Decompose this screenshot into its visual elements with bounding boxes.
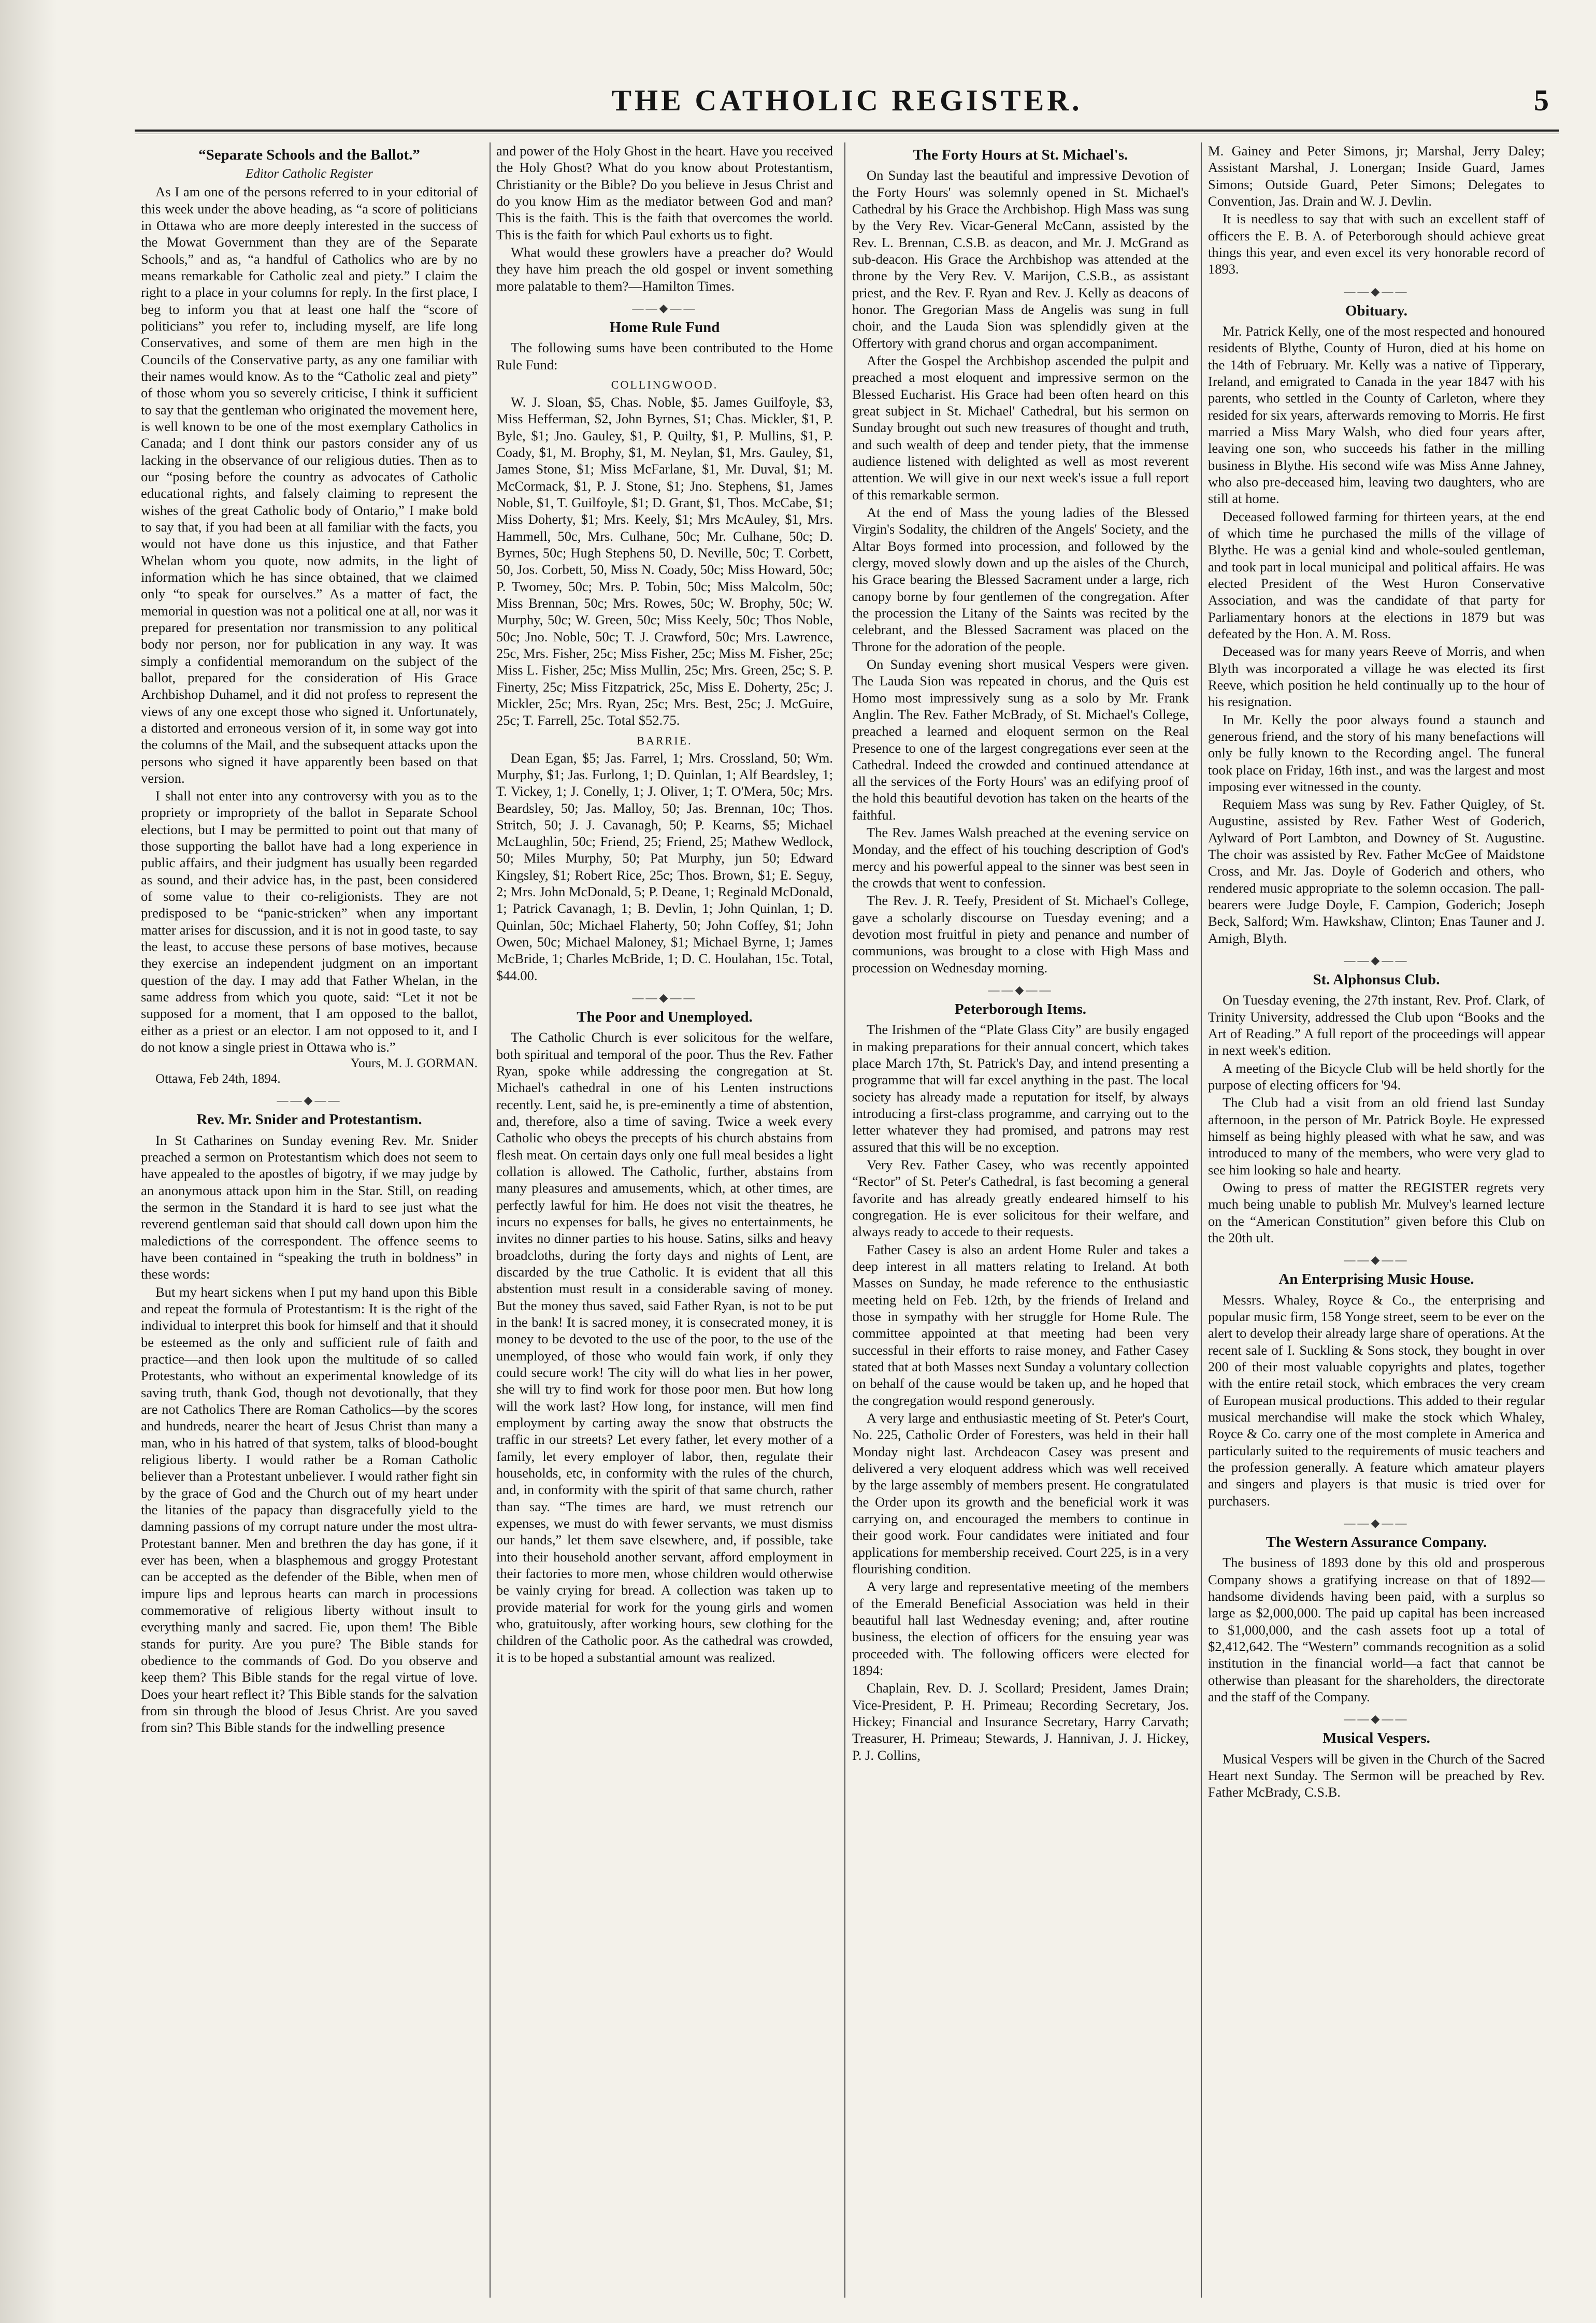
section-divider: ——◆—— [1344,1253,1409,1267]
article-paragraph: But my heart sickens when I put my hand upon this Bible and repeat the formula of Protestantism: It is the right of the individual to interpret this book for himself and that it should be esteemed as the only and sufficient rule of faith and practice—and then look upon the multitude of so called Protestants, who without an experimental knowledge of its saving truth, thank God, though not devotionally, that they are not Catholics There are Roman Catholics—by the scores and hundreds, nearer the heart of Jesus Christ than many a man, who in his hatred of that system, talks of blood-bought religious liberty. I would rather be a Roman Catholic believer than a Protestant unbeliever. I would rather fight sin by the grace of God and the Church out of my heart under the litanies of the papacy than disgracefully yield to the damning passions of my corrupt nature under the most ultra-Protestant banner. Men and brethren the day has gone, if it ever has been, when a blasphemous and groggy Protestant can be accepted as the defender of the Bible, when men of impure lips and leprous hearts can march in processions commemorative of religious liberty without insult to everything manly and sacred. Fie, upon them! The Bible stands for purity. Are you pure? The Bible stands for obedience to the commands of God. Do you observe and keep them? This Bible stands for the regal virtue of love. Does your heart reflect it? This Bible stands for the salvation from sin through the blood of Jesus Christ. Are you saved from sin? This Bible stands for the indwelling presence [141,1284,478,1736]
article-paragraph: In Mr. Kelly the poor always found a staunch and generous friend, and the story of his many benefactions will only be fully known to the Recording angel. The funeral took place on Friday, 16th inst., and was the largest and most imposing ever witnessed in the county. [1208,711,1545,794]
article-paragraph: Very Rev. Father Casey, who was recently appointed “Rector” of St. Peter's Cathedral, is fast becoming a general favorite and has already greatly endeared himself to his congregation. He is ever solicitous for their welfare, and always ready to accede to their requests. [852,1157,1189,1240]
contributor-list: Dean Egan, $5; Jas. Farrel, 1; Mrs. Crossland, 50; Wm. Murphy, $1; Jas. Furlong, 1; D. Quinlan, 1; Alf Beardsley, 1; T. Vickey, 1; J. Conelly, 1; J. Oliver, 1; T. O'Mera, 50c; Mrs. Beardsley, 50; Jas. Malloy, 50; Jas. Brennan, 10c; Thos. Stritch, 50; J. J. Cavanagh, 50; P. Kearns, $5; Michael McLaughlin, 50c; Friend, 25; Friend, 25; Mathew Wedlock, 50; Miles Murphy, 50; Pat Murphy, jun 50; Edward Kingsley, $1; Robert Rice, 25c; Thos. Brown, $1; E. Seguy, 2; Mrs. John McDonald, 5; P. Deane, 1; Reginald McDonald, 1; Patrick Cavanagh, 1; B. Devlin, 1; John Quinlan, 1; D. Quinlan, 50c; Michael Flaherty, 50; John Coffey, $1; John Owen, 50c; Michael Maloney, $1; Michael Byrne, 1; James McBride, 1; Charles McBride, 1; D. C. Houlahan, 15c. Total, $44.00. [496,750,833,983]
contributor-list: W. J. Sloan, $5, Chas. Noble, $5. James Guilfoyle, $3, Miss Hefferman, $2, John Byrnes, $1; Chas. Mickler, $1, P. Byle, $1; Jno. Gauley, $1, P. Quilty, $1, P. Mullins, $1, P. Coady, $1, M. Brophy, $1, M. Neylan, $1, Mrs. Gauley, $1, James Stone, $1; Miss McFarlane, $1, Mr. Duval, $1; M. McCormack, $1, P. J. Stone, $1; Jno. Stephens, $1, James Noble, $1, T. Guilfoyle, $1; D. Grant, $1, Thos. McCabe, $1; Miss Doherty, $1; Mrs. Keely, $1; Mrs McAuley, $1, Mrs. Hammell, 50c, Mrs. Culhane, 50c; Mr. Culhane, 50c; D. Byrnes, 50c; Hugh Stephens 50, D. Neville, 50c; T. Corbett, 50, Jos. Corbett, 50, Miss N. Coady, 50c; Miss Howard, 50c; P. Twomey, 50c; Mrs. P. Tobin, 50c; Miss Malcolm, 50c; Miss Brennan, 50c; Mrs. Rowes, 50c; W. Brophy, 50c; W. Murphy, 50c; W. Green, 50c; Miss Keely, 50c; Thos Noble, 50c; Jno. Noble, 50c; T. J. Crawford, 50c; Mrs. Lawrence, 25c, Mrs. Fisher, 25c; Miss Fisher, 25c; Miss M. Fisher, 25c; Miss L. Fisher, 25c; Miss Mullin, 25c; Mrs. Green, 25c; S. P. Finerty, 25c; Miss Fitzpatrick, 25c, Miss E. Doherty, 25c; J. Mickler, 25c; Mrs. Ryan, 25c; Mrs. Best, 25c; J. McGuire, 25c; T. Farrell, 25c. Total $52.75. [496,394,833,728]
article-paragraph: Mr. Patrick Kelly, one of the most respected and honoured residents of Blythe, County of Huron, died at his home on the 14th of February. Mr. Kelly was a native of Tipperary, Ireland, and emigrated to Canada in the year 1847 with his parents, who settled in the County of Carleton, where they resided for six years, afterwards removing to Morris. He first married a Miss Mary Walsh, who died four years after, leaving one son, who succeeds his father in the milling business in Blythe. His second wife was Miss Anne Jahney, who also pre-deceased him, leaving two daughters, who are still at home. [1208,323,1545,507]
column-2 [496,142,833,2298]
article-headline: Rev. Mr. Snider and Protestantism. [196,1111,422,1128]
article-music-house [1208,1271,1545,1509]
article-paragraph: At the end of Mass the young ladies of the Blessed Virgin's Sodality, the children of the Angels' Society, and the Altar Boys formed into procession, and followed by the clergy, moved slowly down and up the aisles of the Church, his Grace bearing the Blessed Sacrament under a large, rich canopy borne by four gentlemen of the congregation. After the procession the Litany of the Saints was recited by the celebrant, and the Blessed Sacrament was placed on the Throne for the adoration of the people. [852,504,1189,654]
article-paragraph: It is needless to say that with such an excellent staff of officers the E. B. A. of Peterborough should achieve great things this year, and even excel its very honorable record of 1893. [1208,211,1545,277]
article-paragraph: Requiem Mass was sung by Rev. Father Quigley, of St. Augustine, assisted by Rev. Father West of Goderich, Aylward of Port Lambton, and Downey of St. Augustine. The choir was assisted by Rev. Father McGee of Maidstone Cross, and Mr. Jas. Doyle of Goderich and others, who rendered music appropriate to the solemn occasion. The pall-bearers were Judge Doyle, F. Campion, Goderich; Joseph Beck, Salford; Wm. Hawkshaw, Clinton; Enas Tauner and J. Amigh, Blyth. [1208,796,1545,946]
article-headline: The Western Assurance Company. [1266,1533,1487,1551]
section-divider: ——◆—— [1344,954,1409,967]
column-rule [1201,142,1202,2298]
article-paragraph: A very large and enthusiastic meeting of St. Peter's Court, No. 225, Catholic Order of Foresters, was held in their hall Monday night last. Archdeacon Casey was present and delivered a very eloquent address which was well received by the large assembly of members present. He congratulated the Order upon its growth and the beneficial work it was carrying on, and encouraged the members to continue in their good work. Four candidates were initiated and four applications for membership received. Court 225, is in a very flourishing condition. [852,1410,1189,1576]
article-headline: “Separate Schools and the Ballot.” [198,147,420,163]
article-paragraph: A meeting of the Bicycle Club will be held shortly for the purpose of electing officers for '94. [1208,1060,1545,1093]
article-obituary [1208,303,1545,947]
article-paragraph: The business of 1893 done by this old and prosperous Company shows a gratifying increase on that of 1892—handsome dividends having been paid, with a surplus so large as $2,000,000. The paid up capital has been increased to $1,000,000, and the cash assets foot up a total of $2,412,642. The “Western” commands recognition as a solid institution in the financial world—a fact that cannot be otherwise than pleasant for the shareholders, the directorate and the staff of the Company. [1208,1555,1545,1704]
article-western-assurance [1208,1534,1545,1705]
section-divider: ——◆—— [1344,1516,1409,1529]
article-paragraph: Musical Vespers will be given in the Church of the Sacred Heart next Sunday. The Sermon will be preached by Rev. Father McBrady, C.S.B. [1208,1751,1545,1800]
article-paragraph: Father Casey is also an ardent Home Ruler and takes a deep interest in all matters relating to Ireland. At both Masses on Sunday, he made reference to the enthusiastic meeting held on Feb. 12th, by the friends of Ireland and those in sympathy with her struggle for Home Rule. The committee appointed at that meeting had been very successful in their efforts to raise money, and Father Casey stated that at both Masses next Sunday a voluntary collection on behalf of the cause would be taken up, and he hoped that the congregation would respond generously. [852,1241,1189,1408]
article-peterborough-items [852,1001,1189,1763]
article-paragraph: and power of the Holy Ghost in the heart. Have you received the Holy Ghost? What do you know about Protestantism, Christianity or the Bible? Do you believe in Jesus Christ and do you know Him as the mediator between God and man? This is the faith. This is the faith that overcomes the world. This is the faith for which Paul exhorts us to fight. [496,143,833,242]
article-rev-snider-continued [496,142,833,294]
article-musical-vespers [1208,1730,1545,1800]
section-divider: ——◆—— [988,983,1053,997]
article-dateline: Ottawa, Feb 24th, 1894. [155,1072,281,1086]
article-headline: St. Alphonsus Club. [1313,971,1440,988]
article-headline: Obituary. [1345,302,1408,319]
newspaper-title: THE CATHOLIC REGISTER. [611,83,1083,117]
article-poor-unemployed [496,1009,833,1666]
article-paragraph: M. Gainey and Peter Simons, jr; Marshal, Jerry Daley; Assistant Marshal, J. Lonergan; Inside Guard, James Simons; Outside Guard, Peter Simons; Delegates to Convention, Jas. Drain and W. J. Devlin. [1208,143,1545,209]
page-binding-edge [0,0,57,2323]
article-paragraph: Messrs. Whaley, Royce & Co., the enterprising and popular music firm, 158 Yonge street, seem to be ever on the alert to develop their already large share of operations. At the recent sale of I. Suckling & Sons stock, they bought in over 200 of their most valuable copyrights and plates, together with the entire retail stock, which embraces the very cream of European musical productions. This added to their regular musical merchandise will make the stock which Whaley, Royce & Co. carry one of the most complete in America and particularly suited to the requirements of music teachers and the profession generally. A feature which amateur players and singers and players is that music is tried over for purchasers. [1208,1292,1545,1509]
section-divider: ——◆—— [1344,284,1409,298]
article-peterborough-continued [1208,142,1545,278]
article-headline: An Enterprising Music House. [1278,1271,1474,1288]
article-st-alphonsus-club [1208,971,1545,1246]
article-headline: Musical Vespers. [1322,1730,1430,1747]
article-paragraph: On Sunday last the beautiful and impressive Devotion of the Forty Hours' was solemnly opened in St. Michael's Cathedral by his Grace the Archbishop. High Mass was sung by the Very Rev. Vicar-General McCann, assisted by the Rev. L. Brennan, C.S.B. as deacon, and Mr. J. McGrand as sub-deacon. His Grace the Archbishop was attended at the throne by the Very Rev. V. Marijon, C.S.B., as assistant priest, and the Rev. F. Ryan and Rev. J. Kelly as deacons of honor. The Gregorian Mass de Angelis was sung in full choir, and the Lauda Sion was splendidly given at the Offertory with grand chorus and organ accompaniment. [852,167,1189,351]
article-paragraph: After the Gospel the Archbishop ascended the pulpit and preached a most eloquent and impressive sermon on the Blessed Eucharist. His Grace had been often heard on this great subject in St. Michael' Cathedral, but his sermon on Sunday brought out such new treasures of thought and truth, and such wealth of deep and tender piety, that the immense audience listened with delighted as well as most reverent attention. We will give in our next week's issue a full report of this remarkable sermon. [852,352,1189,503]
article-subheading: Editor Catholic Register [246,167,373,181]
article-headline: The Forty Hours at St. Michael's. [913,147,1128,163]
column-rule [490,142,491,2298]
page-header [135,78,1559,124]
article-paragraph: On Sunday evening short musical Vespers were given. The Lauda Sion was repeated in chorus, and the Quis est Homo most impressively sung as a solo by Mr. Frank Anglin. The Rev. Father McBrady, of St. Michael's College, preached a learned and eloquent sermon on the Real Presence to one of the largest congregations ever seen at the Cathedral. Indeed the crowded and continued attendance at all the services of the Forty Hours' was an edifying proof of the hold this beautiful devotion has taken on the hearts of the faithful. [852,656,1189,823]
header-rule [135,130,1559,132]
article-paragraph: The Rev. James Walsh preached at the evening service on Monday, and the effect of his touching description of God's mercy and his powerful appeal to the sinner was best seen in the crowds that went to confession. [852,825,1189,891]
article-paragraph: What would these growlers have a preacher do? Would they have him preach the old gospel or invent something more palatable to them?—Hamilton Times. [496,244,833,294]
article-home-rule-fund [496,319,833,984]
place-heading: COLLINGWOOD. [611,378,718,391]
article-signature: Yours, M. J. GORMAN. [350,1056,478,1071]
article-paragraph: Chaplain, Rev. D. J. Scollard; President, James Drain; Vice-President, P. H. Primeau; Recording Secretary, Jos. Hickey; Financial and Insurance Secretary, Harry Carvath; Treasurer, H. Primeau; Stewards, J. Hannivan, J. J. Hickey, P. J. Collins, [852,1680,1189,1763]
article-paragraph: Deceased was for many years Reeve of Morris, and when Blyth was incorporated a village he was elected its first Reeve, which position he held continually up to the hour of his resignation. [1208,643,1545,710]
article-paragraph: The Rev. J. R. Teefy, President of St. Michael's College, gave a scholarly discourse on Tuesday evening; and a devotion most fruitful in piety and penance and number of communions, was brought to a close with High Mass and procession on Wednesday morning. [852,893,1189,976]
page-number: 5 [1534,83,1549,117]
article-rev-snider [141,1111,478,1736]
section-divider: ——◆—— [632,991,697,1005]
article-paragraph: The Irishmen of the “Plate Glass City” are busily engaged in making preparations for their annual concert, which takes place March 17th, St. Patrick's Day, and intend presenting a programme that will far excel anything in the past. The local society has already made a reputation for itself, by always introducing a first-class programme, and carrying out to the letter whatever they had promised, and patrons may rest assured that this will be no exception. [852,1022,1189,1155]
column-4 [1208,142,1545,2298]
article-headline: The Poor and Unemployed. [577,1009,753,1026]
section-divider: ——◆—— [1344,1712,1409,1726]
article-paragraph: The following sums have been contributed to the Home Rule Fund: [496,340,833,372]
article-paragraph: A very large and representative meeting of the members of the Emerald Beneficial Association was held in their beautiful hall last Wednesday evening; and, after routine business, the election of officers for the ensuing year was proceeded with. The following officers were elected for 1894: [852,1579,1189,1678]
article-paragraph: On Tuesday evening, the 27th instant, Rev. Prof. Clark, of Trinity University, addressed the Club upon “Books and the Art of Reading.” A full report of the proceedings will appear in next week's edition. [1208,992,1545,1058]
article-headline: Home Rule Fund [609,319,720,336]
column-1 [141,142,478,2298]
section-divider: ——◆—— [632,301,697,314]
article-paragraph: The Catholic Church is ever solicitous for the welfare, both spiritual and temporal of the poor. Thus the Rev. Father Ryan, spoke while addressing the congregation at St. Michael's cathedral in one of his Lenten instructions recently. Lent, said he, is pre-eminently a time of abstention, and, therefore, also a time of saving. Twice a week every Catholic who obeys the precepts of his church abstains from flesh meat. On certain days only one full meal besides a light collation is allowed. The Catholic, further, abstains from many pleasures and amusements, which, at other times, are perfectly lawful for him. He does not visit the theatres, he incurs no expenses for balls, he gives no entertainments, he invites no dinner parties to his house. Satins, silks and heavy broadcloths, during the forty days and nights of Lent, are discarded by the true Catholic. It is evident that all this abstention must result in a considerable saving of money. But the money thus saved, said Father Ryan, is not to be put in the bank! It is sacred money, it is consecrated money, it is money to be devoted to the use of the poor, to the use of the unemployed, of those who would fain work, if only they could secure work! The city will do what lies in her power, she will try to find work for those poor men. But how long will the work last? How long, for instance, will men find employment by carting away the snow that obstructs the traffic in our streets? Let every father, let every mother of a family, let every employer of labor, then, regulate their households, etc, in conformity with the rules of the church, and, in conformity with the spirit of that same church, rather than say. “The times are hard, we must retrench our expenses, we must do with fewer servants, we must dismiss our hands,” let them save elsewhere, and, if possible, take into their household another servant, afford employment in their factories to more men, whose children would otherwise be vainly crying for bread. A collection was taken up to provide material for work for the young girls and women who, gratuitously, after working hours, sew clothing for the children of the Catholic poor. As the cathedral was crowded, it is to be hoped a substantial amount was realized. [496,1029,833,1665]
column-rule [844,142,845,2298]
place-heading: BARRIE. [637,734,693,747]
article-forty-hours [852,147,1189,976]
article-paragraph: The Club had a visit from an old friend last Sunday afternoon, in the person of Mr. Patrick Boyle. He expressed himself as being highly pleased with what he saw, and was introduced to many of the members, who were very glad to see him looking so hale and hearty. [1208,1095,1545,1178]
article-paragraph: As I am one of the persons referred to in your editorial of this week under the above heading, as “a score of politicians in Ottawa who are more deeply interested in the success of the Mowat Government than they are of the Separate Schools,” and as, “a handful of Catholics who are by no means remarkable for Catholic zeal and piety.” I claim the right to a place in your columns for reply. In the first place, I beg to inform you that at least one half the “score of politicians” you refer to, including myself, are life long Conservatives, and some of them are men high in the Councils of the Conservative party, as any one familiar with their names would know. As to the “Catholic zeal and piety” of those whom you so severely criticise, I think it sufficient to say that the gentleman who originated the movement here, is well known to be one of the most exemplary Catholics in Canada; and I dont think our pastors consider any of us lacking in the observance of our religious duties. Then as to our “posing before the country as advocates of Catholic educational rights, and falsely claiming to represent the wishes of the great Catholic body of Ontario,” I make bold to say that, if you had been at all familiar with the facts, you would not have done us this injustice, and that Father Whelan whom you quote, now admits, in the light of information which he has since obtained, that we claimed only “to speak for ourselves.” As a matter of fact, the memorial in question was not a political one at all, nor was it prepared for presentation nor transmission to any political body nor person, nor for publication in any way. It was simply a confidential memorandum on the subject of the ballot, prepared for the consideration of His Grace Archbishop Duhamel, and it did not profess to represent the views of any one except those who signed it. Unfortunately, a distorted and erroneous version of it, in some way got into the columns of the Mail, and the subsequent attacks upon the persons who signed it have apparently been based on that version. [141,184,478,786]
article-paragraph: In St Catharines on Sunday evening Rev. Mr. Snider preached a sermon on Protestantism which does not seem to have appealed to the apostles of bigotry, if we may judge by an anonymous attack upon him in the Star. Still, on reading the sermon in the Standard it is hard to see just what the reverend gentleman said that should call down upon him the maledictions of the correspondent. The offence seems to have been contained in “speaking the truth in boldness” in these words: [141,1132,478,1282]
article-paragraph: Owing to press of matter the REGISTER regrets very much being unable to publish Mr. Mulvey's learned lecture on the “American Constitution” given before this Club on the 20th ult. [1208,1180,1545,1246]
article-paragraph: I shall not enter into any controversy with you as to the propriety or impropriety of the ballot in Separate School elections, but I may be permitted to point out that many of those supporting the ballot have had a long experience in public affairs, and their judgment has usually been regarded as sound, and their advice has, in the past, been considered of some value to their co-religionists. They are not predisposed to be “panic-stricken” when any important matter arises for discussion, and it is not in good taste, to say the least, to accuse these persons of base motives, because they exercise an independent judgment on an important question of the day. I may add that Father Whelan, in the same address from which you quote, said: “Let it not be supposed for a moment, that I am opposed to the ballot, either as a priest or an elector. I am not opposed to it, and I do not know a single priest in Ottawa who is.” [141,788,478,1055]
article-paragraph: Deceased followed farming for thirteen years, at the end of which time he purchased the mills of the village of Blythe. He was a genial kind and whole-souled gentleman, and took part in local municipal and political affairs. He was elected President of the West Huron Conservative Association, and was the candidate of that party for Parliamentary honors at the elections in 1879 but was defeated by the Hon. A. M. Ross. [1208,508,1545,641]
column-3 [852,142,1189,2298]
article-headline: Peterborough Items. [955,1001,1086,1018]
article-separate-schools [141,147,478,1086]
section-divider: ——◆—— [277,1094,342,1107]
